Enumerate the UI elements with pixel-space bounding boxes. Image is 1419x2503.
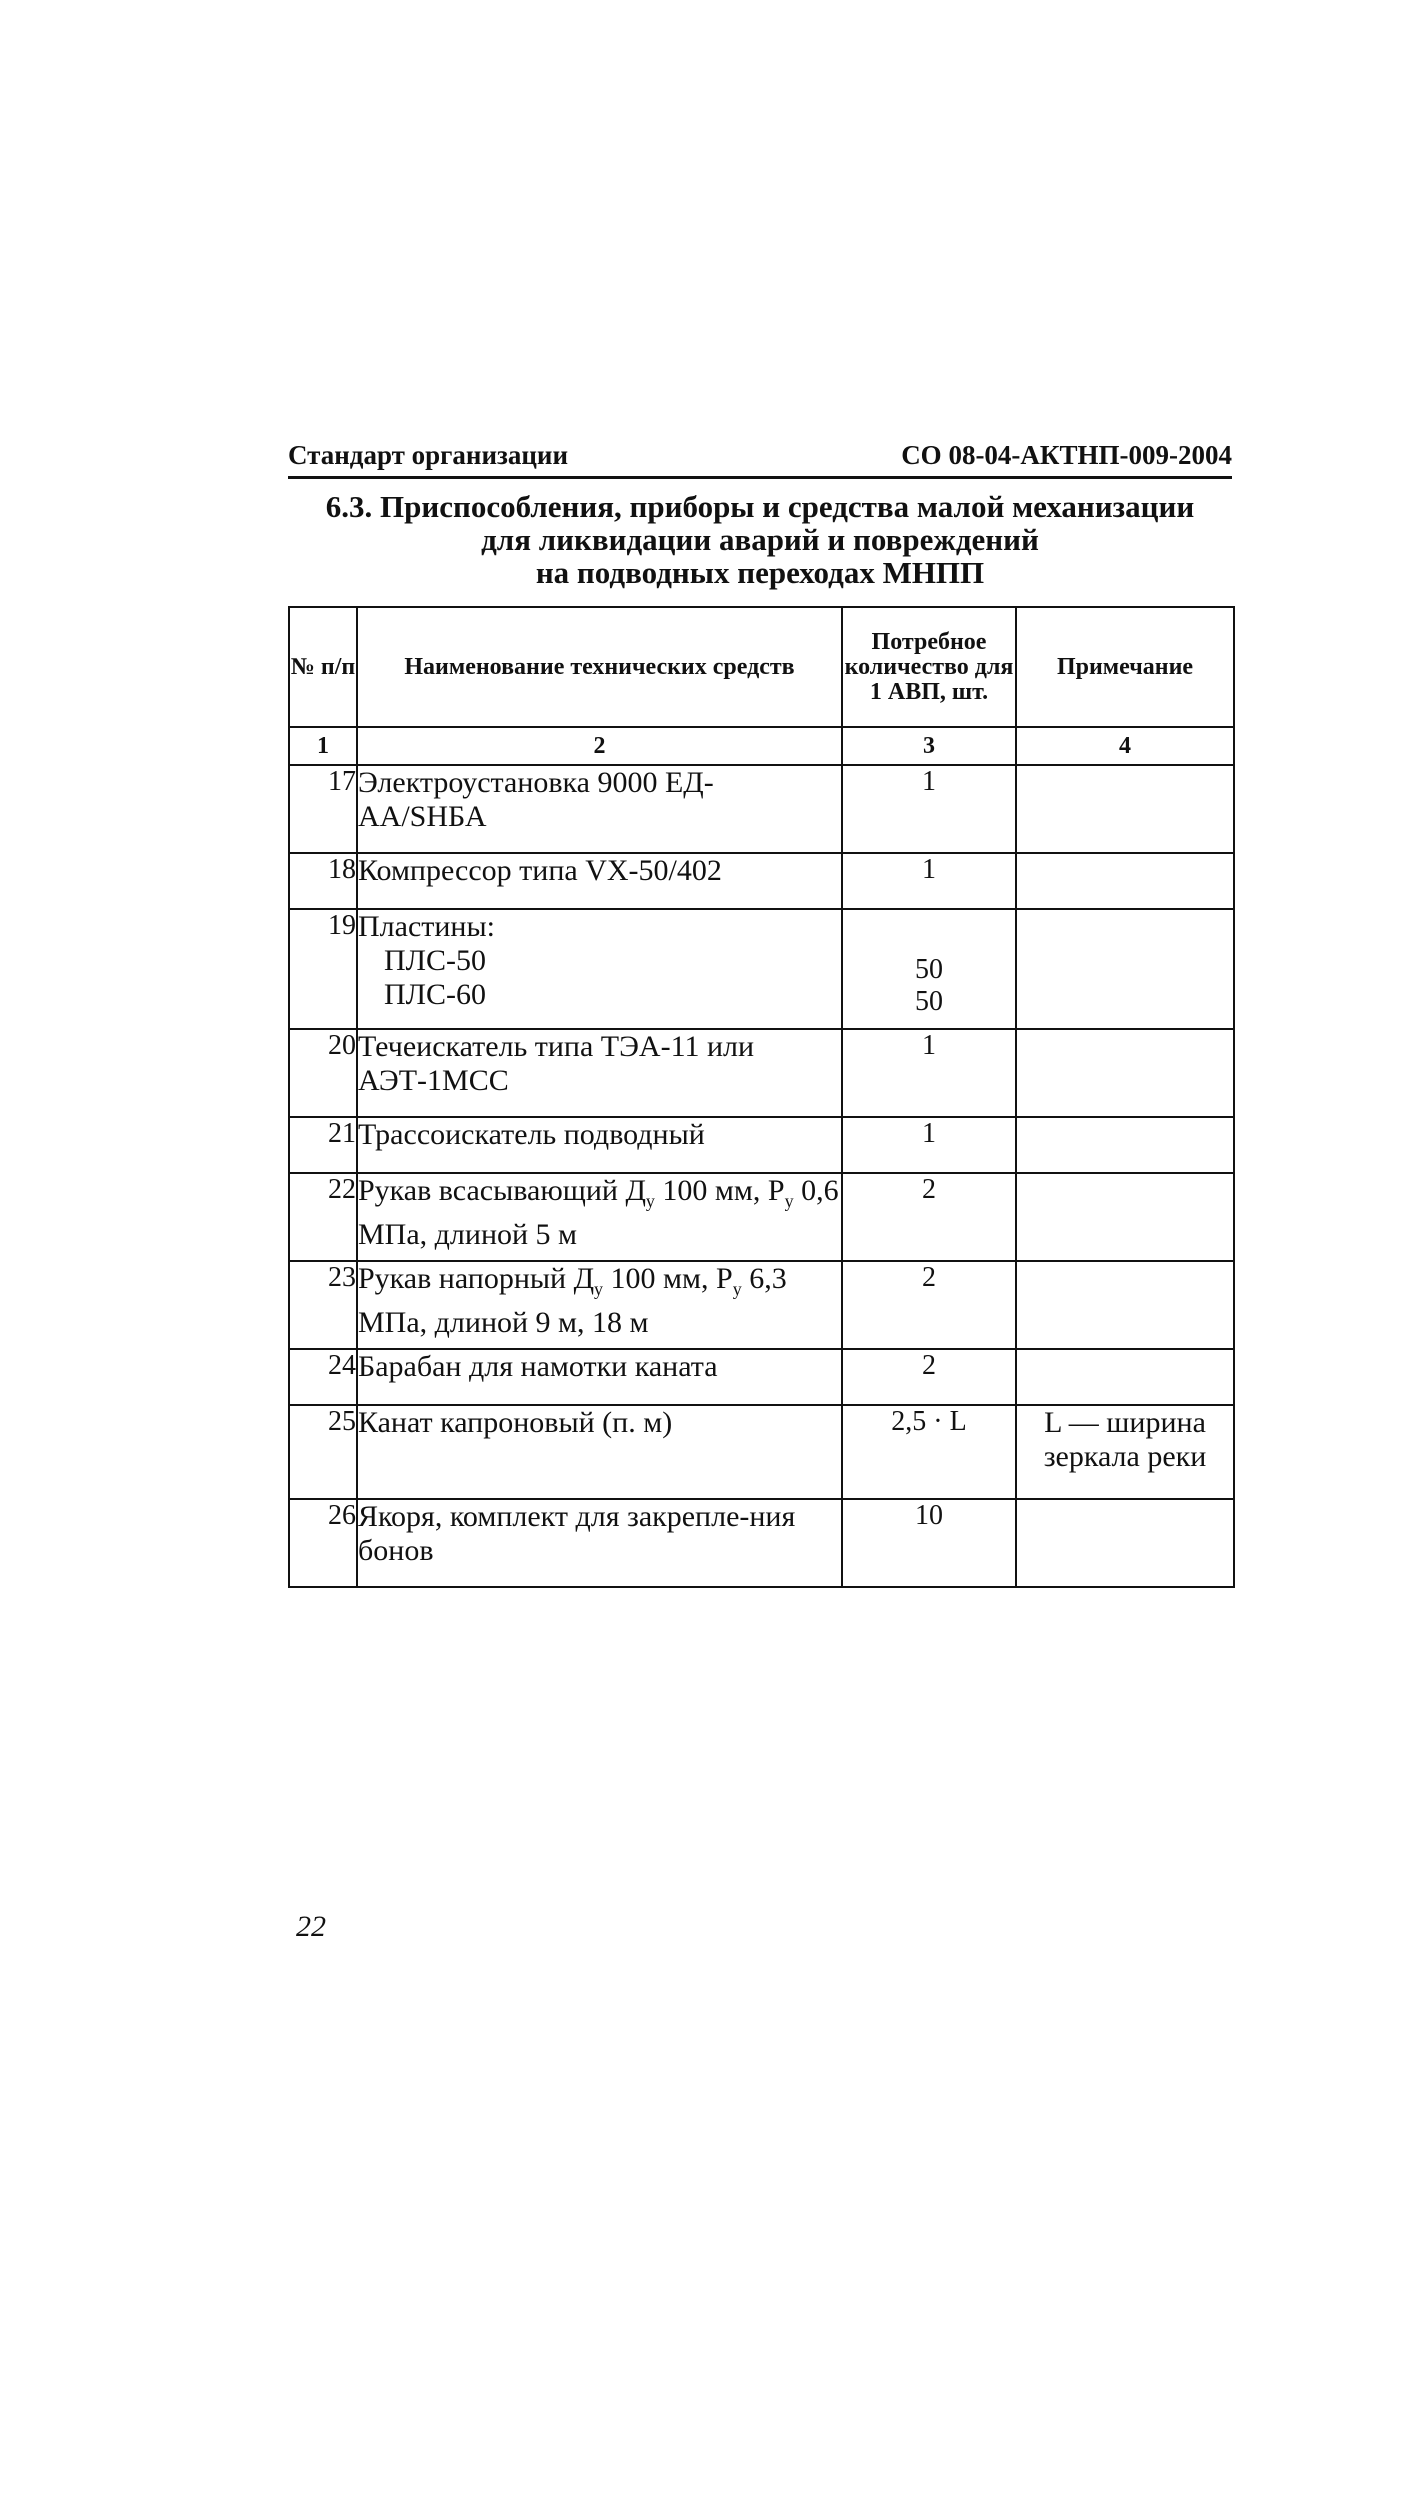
row-number: 25 xyxy=(289,1405,357,1499)
column-number: 4 xyxy=(1016,727,1234,765)
item-qty: 2 xyxy=(842,1173,1016,1261)
item-name: Трассоискатель подводный xyxy=(357,1117,842,1173)
item-qty: 2 xyxy=(842,1349,1016,1405)
column-number: 3 xyxy=(842,727,1016,765)
item-note xyxy=(1016,1349,1234,1405)
page-header xyxy=(288,440,1232,479)
item-qty: 1 xyxy=(842,765,1016,853)
item-name xyxy=(357,1261,842,1349)
table-row xyxy=(289,1261,1234,1349)
item-qty: 10 xyxy=(842,1499,1016,1587)
row-number: 23 xyxy=(289,1261,357,1349)
item-qty xyxy=(842,909,1016,1029)
section-title xyxy=(288,490,1232,589)
column-number: 2 xyxy=(357,727,842,765)
item-name: Компрессор типа VX-50/402 xyxy=(357,853,842,909)
item-note xyxy=(1016,1117,1234,1173)
name-part: 100 мм, Р xyxy=(603,1262,733,1295)
subscript: у xyxy=(784,1191,794,1211)
table-row xyxy=(289,1349,1234,1405)
item-qty: 2 xyxy=(842,1261,1016,1349)
subscript: у xyxy=(732,1279,742,1299)
item-note xyxy=(1016,765,1234,853)
item-subitem: ПЛС-50 xyxy=(384,944,487,977)
table-header-row xyxy=(289,607,1234,727)
header-note: Примечание xyxy=(1016,607,1234,727)
title-line-1: 6.3. Приспособления, приборы и средства малой механизации xyxy=(325,489,1195,524)
row-number: 26 xyxy=(289,1499,357,1587)
item-subitem: ПЛС-60 xyxy=(384,978,487,1011)
subscript: у xyxy=(645,1191,655,1211)
item-name: Течеискатель типа ТЭА-11 или АЭТ-1МСС xyxy=(357,1029,842,1117)
item-name: Электроустановка 9000 ЕД-АА/SHБА xyxy=(357,765,842,853)
table-row xyxy=(289,765,1234,853)
item-note xyxy=(1016,909,1234,1029)
subscript: у xyxy=(594,1279,604,1299)
page-number: 22 xyxy=(296,1910,326,1943)
item-qty: 1 xyxy=(842,1117,1016,1173)
item-note xyxy=(1016,1173,1234,1261)
item-name xyxy=(357,909,842,1029)
item-group-label: Пластины: xyxy=(358,910,495,943)
subitem-qty: 50 xyxy=(915,986,943,1017)
name-part: 0,6 МПа, длиной 5 м xyxy=(358,1174,839,1251)
organization-label: Стандарт организации xyxy=(288,440,569,470)
row-number: 20 xyxy=(289,1029,357,1117)
header-name: Наименование технических средств xyxy=(357,607,842,727)
item-note xyxy=(1016,1029,1234,1117)
item-qty: 1 xyxy=(842,853,1016,909)
row-number: 17 xyxy=(289,765,357,853)
item-note: L — ширина зеркала реки xyxy=(1016,1405,1234,1499)
item-name: Якоря, комплект для закрепле-ния бонов xyxy=(357,1499,842,1587)
row-number: 21 xyxy=(289,1117,357,1173)
row-number: 24 xyxy=(289,1349,357,1405)
header-qty: Потребное количество для 1 АВП, шт. xyxy=(842,607,1016,727)
equipment-table xyxy=(288,606,1235,1588)
document-code: СО 08-04-АКТНП-009-2004 xyxy=(901,440,1232,470)
item-qty: 1 xyxy=(842,1029,1016,1117)
name-part: Рукав всасывающий Д xyxy=(358,1174,646,1207)
title-line-3: на подводных переходах МНПП xyxy=(535,555,985,590)
row-number: 18 xyxy=(289,853,357,909)
row-number: 19 xyxy=(289,909,357,1029)
item-note xyxy=(1016,1499,1234,1587)
item-qty: 2,5 · L xyxy=(842,1405,1016,1499)
item-note xyxy=(1016,1261,1234,1349)
title-line-2: для ликвидации аварий и повреждений xyxy=(481,522,1039,557)
item-note xyxy=(1016,853,1234,909)
item-name: Барабан для намотки каната xyxy=(357,1349,842,1405)
row-number: 22 xyxy=(289,1173,357,1261)
table-row xyxy=(289,1029,1234,1117)
name-part: 100 мм, Р xyxy=(654,1174,785,1207)
column-number-row xyxy=(289,727,1234,765)
table-row xyxy=(289,1405,1234,1499)
table-row xyxy=(289,909,1234,1029)
name-part: Рукав напорный Д xyxy=(358,1262,595,1295)
table-row xyxy=(289,853,1234,909)
header-no: № п/п xyxy=(289,607,357,727)
table-row xyxy=(289,1117,1234,1173)
item-name: Канат капроновый (п. м) xyxy=(357,1405,842,1499)
table-row xyxy=(289,1173,1234,1261)
column-number: 1 xyxy=(289,727,357,765)
table-row xyxy=(289,1499,1234,1587)
item-name xyxy=(357,1173,842,1261)
name-part: 6,3 МПа, длиной 9 м, 18 м xyxy=(358,1262,787,1339)
subitem-qty: 50 xyxy=(915,954,943,985)
